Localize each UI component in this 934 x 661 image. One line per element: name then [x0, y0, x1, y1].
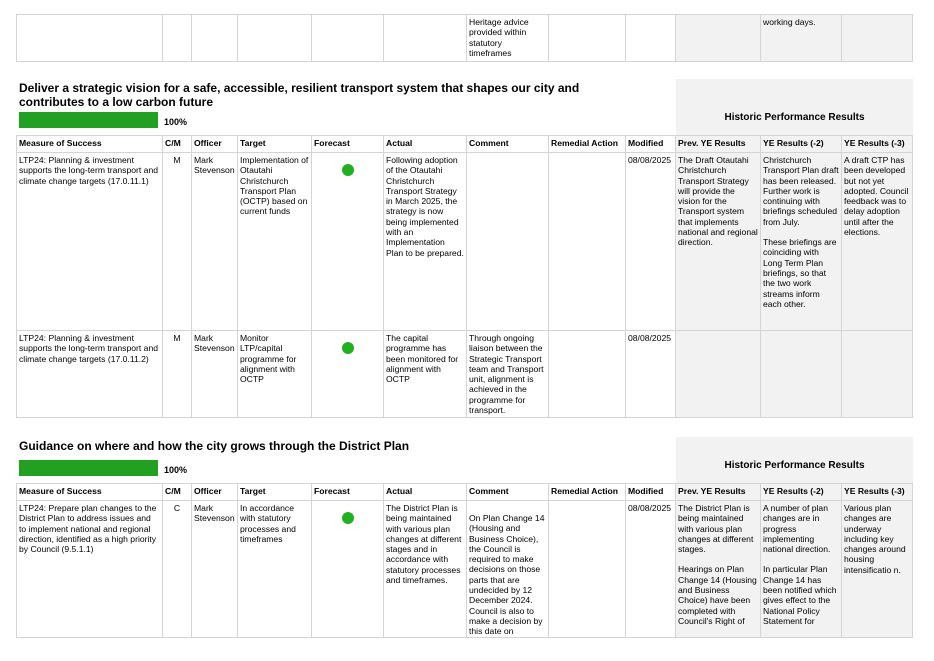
historic-header-box	[676, 437, 913, 483]
col-header-remedial: Remedial Action	[549, 136, 626, 153]
col-header-officer: Officer	[192, 136, 238, 153]
col-header-cm: C/M	[163, 136, 192, 153]
officer-cell: Mark Stevenson	[192, 501, 238, 638]
col-header-comment: Comment	[467, 484, 549, 501]
prev-cell: The Draft Otautahi Christchurch Transport Strategy will provide the vision for the Transport system that implements national and regional direction.	[676, 153, 761, 331]
yr2-paragraph: In particular Plan Change 14 has been notified which gives effect to the National Policy Statement for	[763, 564, 837, 626]
col-header-yr2: YE Results (-2)	[761, 484, 842, 501]
historic-performance-label: Historic Performance Results	[724, 112, 865, 123]
prev-cell	[676, 331, 761, 418]
col-header-target: Target	[238, 484, 312, 501]
progress-bar	[19, 112, 158, 128]
progress-label: 100%	[164, 465, 188, 475]
table-header-row	[17, 484, 913, 501]
forecast-status-dot	[342, 342, 354, 354]
col-header-prev: Prev. YE Results	[676, 484, 761, 501]
yr3-cell	[842, 331, 913, 418]
col-header-actual: Actual	[384, 136, 467, 153]
section-title: Deliver a strategic vision for a safe, accessible, resilient transport system that shapes our city and contributes to a low carbon future	[19, 81, 580, 109]
modified-cell: 08/08/2025	[626, 331, 676, 418]
target-cell: Implementation of Otautahi Christchurch Transport Plan (OCTP) based on current funds	[238, 153, 312, 331]
yr2-cell	[761, 331, 842, 418]
col-header-comment: Comment	[467, 136, 549, 153]
prev-paragraph: The District Plan is being maintained with various plan changes at different stages.	[678, 503, 754, 555]
col-header-remedial: Remedial Action	[549, 484, 626, 501]
yr2-cell: working days.	[761, 15, 842, 62]
forecast-status-dot	[342, 164, 354, 176]
col-header-officer: Officer	[192, 484, 238, 501]
col-header-yr2: YE Results (-2)	[761, 136, 842, 153]
forecast-cell	[312, 501, 384, 638]
modified-cell: 08/08/2025	[626, 501, 676, 638]
actual-cell: The District Plan is being maintained with various plan changes at different stages and in accordance with statutory processes and timeframes.	[384, 501, 467, 638]
remedial-cell	[549, 331, 626, 418]
cm-cell: M	[163, 331, 192, 418]
table-row	[17, 501, 913, 638]
col-header-modified: Modified	[626, 136, 676, 153]
top-continuation-table	[16, 14, 913, 62]
comment-cell: Through ongoing liaison between the Strategic Transport team and Transport unit, alignment is achieved in the programme for transport.	[467, 331, 549, 418]
yr3-cell: Various plan changes are underway including key changes around housing intensificatio n.	[842, 501, 913, 638]
col-header-cm: C/M	[163, 484, 192, 501]
cm-cell: M	[163, 153, 192, 331]
remedial-cell	[549, 153, 626, 331]
col-header-measure: Measure of Success	[17, 136, 163, 153]
historic-performance-label: Historic Performance Results	[724, 460, 865, 471]
yr2-paragraph: These briefings are coinciding with Long Term Plan briefings, so that the two work streams inform each other.	[763, 237, 837, 309]
yr3-cell: A draft CTP has been developed but not yet adopted. Council feedback was to delay adoption until after the elections.	[842, 153, 913, 331]
progress-label: 100%	[164, 117, 188, 127]
officer-cell: Mark Stevenson	[192, 153, 238, 331]
col-header-yr3: YE Results (-3)	[842, 136, 913, 153]
actual-cell: Following adoption of the Otautahi Christchurch Transport Strategy in March 2025, the strategy is now being implemented with an Implementation Plan to be prepared.	[384, 153, 467, 331]
table-header-row	[17, 136, 913, 153]
comment-cell	[467, 153, 549, 331]
target-cell: Monitor LTP/capital programme for alignment with OCTP	[238, 331, 312, 418]
table-row	[17, 15, 913, 62]
yr2-paragraph: Christchurch Transport Plan draft has been released. Further work is continuing with briefings scheduled from July.	[763, 155, 839, 227]
target-cell: In accordance with statutory processes and timeframes	[238, 501, 312, 638]
col-header-forecast: Forecast	[312, 136, 384, 153]
yr2-cell	[761, 501, 842, 638]
modified-cell: 08/08/2025	[626, 153, 676, 331]
col-header-modified: Modified	[626, 484, 676, 501]
table-row	[17, 153, 913, 331]
col-header-yr3: YE Results (-3)	[842, 484, 913, 501]
col-header-measure: Measure of Success	[17, 484, 163, 501]
forecast-status-dot	[342, 512, 354, 524]
progress-bar	[19, 460, 158, 476]
prev-cell	[676, 501, 761, 638]
yr2-paragraph: A number of plan changes are in progress implementing national direction.	[763, 503, 831, 555]
col-header-forecast: Forecast	[312, 484, 384, 501]
officer-cell: Mark Stevenson	[192, 331, 238, 418]
col-header-actual: Actual	[384, 484, 467, 501]
table-row	[17, 331, 913, 418]
actual-cell: The capital programme has been monitored for alignment with OCTP	[384, 331, 467, 418]
measure-cell: LTP24: Planning & investment supports the long-term transport and climate change targets (17.0.11.2)	[17, 331, 163, 418]
measure-cell: LTP24: Planning & investment supports the long-term transport and climate change targets (17.0.11.1)	[17, 153, 163, 331]
col-header-target: Target	[238, 136, 312, 153]
yr2-cell	[761, 153, 842, 331]
col-header-prev: Prev. YE Results	[676, 136, 761, 153]
forecast-cell	[312, 331, 384, 418]
section-title: Guidance on where and how the city grows through the District Plan	[19, 439, 410, 453]
comment-text: On Plan Change 14 (Housing and Business Choice), the Council is required to make decisions on those parts that are undecided by 12 December 2024. Council is also to make a decision by this date on	[469, 513, 545, 637]
historic-header-box	[676, 79, 913, 135]
comment-cell	[467, 501, 549, 638]
cm-cell: C	[163, 501, 192, 638]
measure-cell: LTP24: Prepare plan changes to the District Plan to address issues and to implement national and regional direction, identified as a high priority by Council (9.5.1.1)	[17, 501, 163, 638]
remedial-cell	[549, 501, 626, 638]
prev-paragraph: Hearings on Plan Change 14 (Housing and Business Choice) have been completed with Council's Right of	[678, 564, 757, 626]
measures-table	[16, 483, 913, 638]
measures-table	[16, 135, 913, 418]
actual-cell: Heritage advice provided within statutory timeframes	[467, 15, 549, 62]
forecast-cell	[312, 153, 384, 331]
